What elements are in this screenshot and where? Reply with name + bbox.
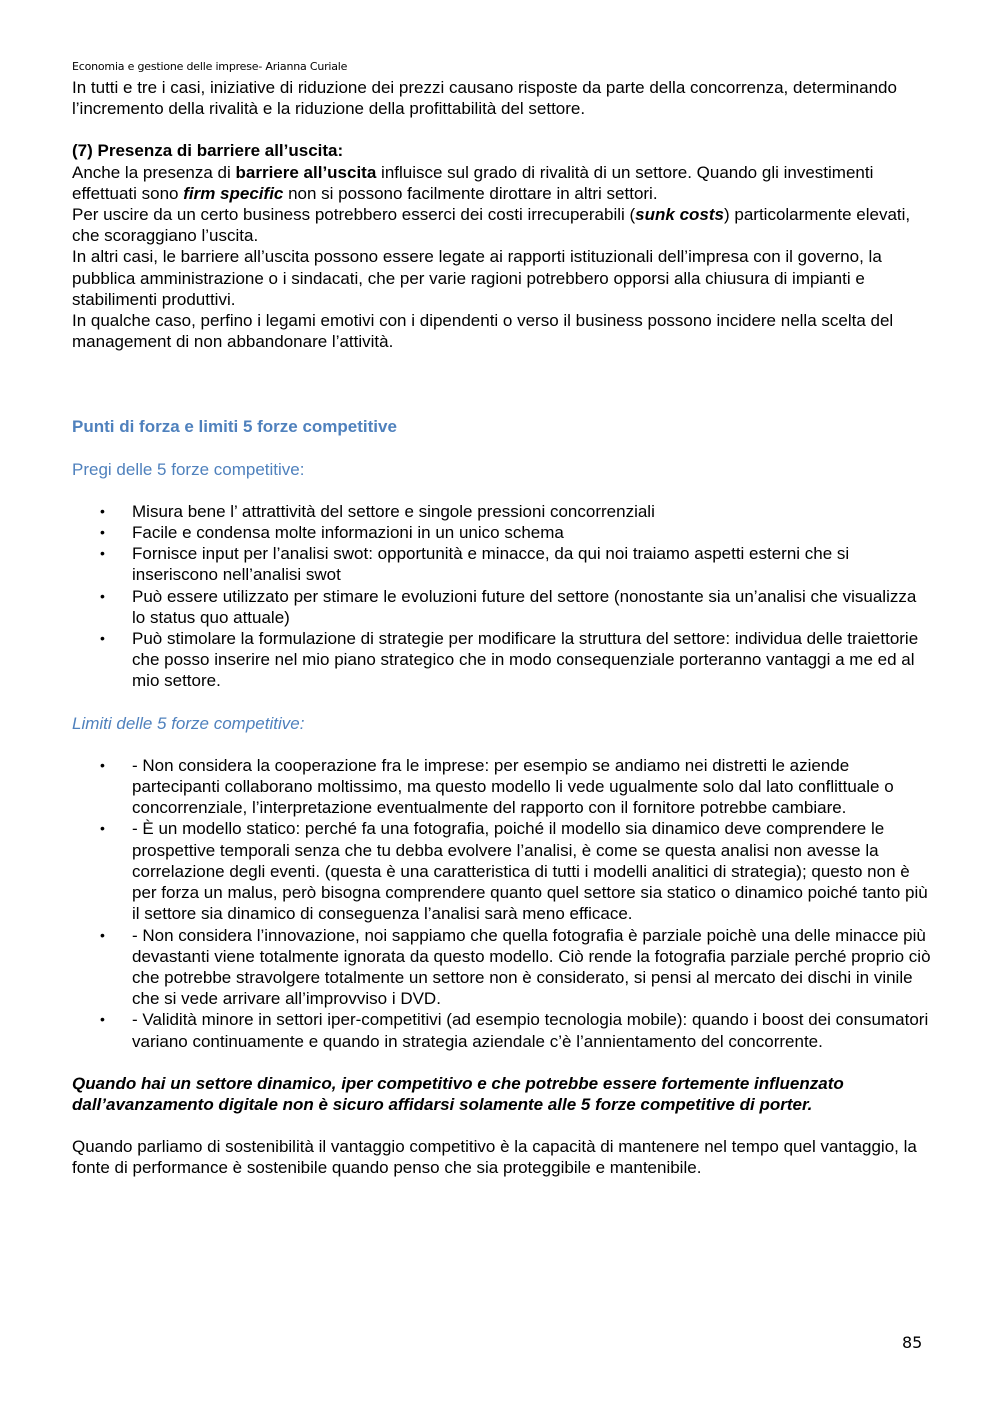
spacer: [72, 119, 932, 140]
page-number: 85: [902, 1333, 923, 1352]
bullet-icon: •: [100, 524, 105, 541]
spacer: [72, 352, 932, 416]
sustainability-paragraph: Quando parliamo di sostenibilità il vantaggio competitivo è la capacità di mantenere nel tempo quel vantaggio, la fonte di performance è sostenibile quando penso che sia proteggibile e mantenibile.: [72, 1137, 917, 1178]
list-item-text: - Non considera l’innovazione, noi sappiamo che quella fotografia è parziale poichè una delle minacce più devastanti viene totalmente ignorata da questo modello. Ciò rende la fotografia parziale perché proprio ciò che potrebbe stravolgere totalmente un settore non è considerato, si pensi al mercato dei dischi in vinile che si vede arrivare all’improvviso i DVD.: [132, 925, 931, 1009]
spacer: [72, 1115, 932, 1136]
section7-paragraph-1: [72, 162, 932, 204]
text-run: non si possono facilmente dirottare in altri settori.: [283, 183, 658, 203]
list-item-text: - È un modello statico: perché fa una fotografia, poiché il modello sia dinamico deve comprendere le prospettive temporali senza che tu debba evolvere l’analisi, è come se questa analisi non avesse la correlazione degli eventi. (questa è una caratteristica di tutti i modelli analitici di strategia); questo non è per forza un malus, però bisogna comprendere quanto quel settore sia statico o dinamico poiché tanto più il settore sia dinamico di conseguenza l’analisi sarà meno efficace.: [132, 819, 928, 924]
list-item: [72, 543, 932, 585]
list-item-text: Può stimolare la formulazione di strategie per modificare la struttura del settore: individua delle traiettorie che posso inserire nel mio piano strategico che in modo consequenziale porteranno vantaggi a me ed al mio settore.: [132, 629, 919, 691]
list-item: [72, 628, 932, 692]
bold-term-exit-barriers: barriere all’uscita: [235, 162, 377, 182]
spacer: [72, 734, 932, 755]
spacer: [72, 1052, 932, 1073]
spacer: [72, 692, 932, 713]
cons-heading: Limiti delle 5 forze competitive:: [72, 713, 305, 733]
bold-italic-term-firm-specific: firm specific: [183, 183, 284, 203]
list-item-text: Può essere utilizzato per stimare le evoluzioni future del settore (nonostante sia un’analisi che visualizza lo status quo attuale): [132, 586, 917, 627]
spacer: [72, 438, 932, 459]
list-item: [72, 925, 932, 1010]
section7-paragraph-2: [72, 204, 932, 246]
section7-title-text: (7) Presenza di barriere all’uscita:: [72, 141, 344, 161]
list-item-text: - Validità minore in settori iper-competitivi (ad esempio tecnologia mobile): quando i boost dei consumatori variano continuamente e quando in strategia aziendale c’è l’annientamento del concorrente.: [132, 1010, 929, 1051]
list-item: [72, 755, 932, 819]
cons-list: [72, 755, 932, 1052]
bullet-icon: •: [100, 1011, 105, 1028]
list-item: [72, 818, 932, 924]
page-content: [72, 77, 932, 1179]
pros-list: [72, 501, 932, 692]
bold-italic-term-sunk-costs: sunk costs: [635, 205, 724, 225]
forces-section-title: Punti di forza e limiti 5 forze competitive: [72, 417, 397, 437]
list-item: [72, 1009, 932, 1051]
bullet-icon: •: [100, 756, 105, 773]
list-item-text: Misura bene l’ attrattività del settore e singole pressioni concorrenziali: [132, 501, 655, 521]
list-item-text: Facile e condensa molte informazioni in un unico schema: [132, 523, 564, 543]
section7-title: [72, 140, 932, 161]
conclusion-paragraph: Quando hai un settore dinamico, iper competitivo e che potrebbe essere fortemente influenzato dall’avanzamento digitale non è sicuro affidarsi solamente alle 5 forze competitive di porter.: [72, 1073, 844, 1114]
running-header: Economia e gestione delle imprese- Arianna Curiale: [72, 60, 348, 73]
list-item: [72, 501, 932, 522]
bullet-icon: •: [100, 926, 105, 943]
intro-paragraph: In tutti e tre i casi, iniziative di riduzione dei prezzi causano risposte da parte della concorrenza, determinando l’incremento della rivalità e la riduzione della profittabilità del settore.: [72, 78, 897, 119]
bullet-icon: •: [100, 502, 105, 519]
text-run: Per uscire da un certo business potrebbero esserci dei costi irrecuperabili (: [72, 205, 636, 225]
text-run: Anche la presenza di: [72, 162, 236, 182]
pros-heading: Pregi delle 5 forze competitive:: [72, 459, 305, 479]
list-item-text: - Non considera la cooperazione fra le imprese: per esempio se andiamo nei distretti le aziende partecipanti collaborano moltissimo, ma questo modello li vede ugualmente solo dal lato conflittuale o concorrenziale, l’interpretazione eventualmente del rapporto con il fornitore potrebbe cambiare.: [132, 755, 894, 818]
bullet-icon: •: [100, 587, 105, 604]
bullet-icon: •: [100, 630, 105, 647]
section7-paragraph-3: In altri casi, le barriere all’uscita possono essere legate ai rapporti istituzionali dell’impresa con il governo, la pubblica amministrazione o i sindacati, che per varie ragioni potrebbero opporsi alla chiusura di impianti e stabilimenti produttivi.: [72, 247, 882, 309]
list-item-text: Fornisce input per l’analisi swot: opportunità e minacce, da qui noi traiamo aspetti esterni che si inseriscono nell’analisi swot: [132, 544, 850, 585]
section7-paragraph-4: In qualche caso, perfino i legami emotivi con i dipendenti o verso il business possono incidere nella scelta del management di non abbandonare l’attività.: [72, 311, 894, 352]
list-item: [72, 586, 932, 628]
text-run: ) particolarmente elevati, che scoraggiano l’uscita.: [72, 205, 911, 246]
text-run: influisce sul grado di rivalità di un settore. Quando gli investimenti effettuati sono: [72, 162, 874, 203]
bullet-icon: •: [100, 545, 105, 562]
list-item: [72, 522, 932, 543]
bullet-icon: •: [100, 820, 105, 837]
spacer: [72, 480, 932, 501]
